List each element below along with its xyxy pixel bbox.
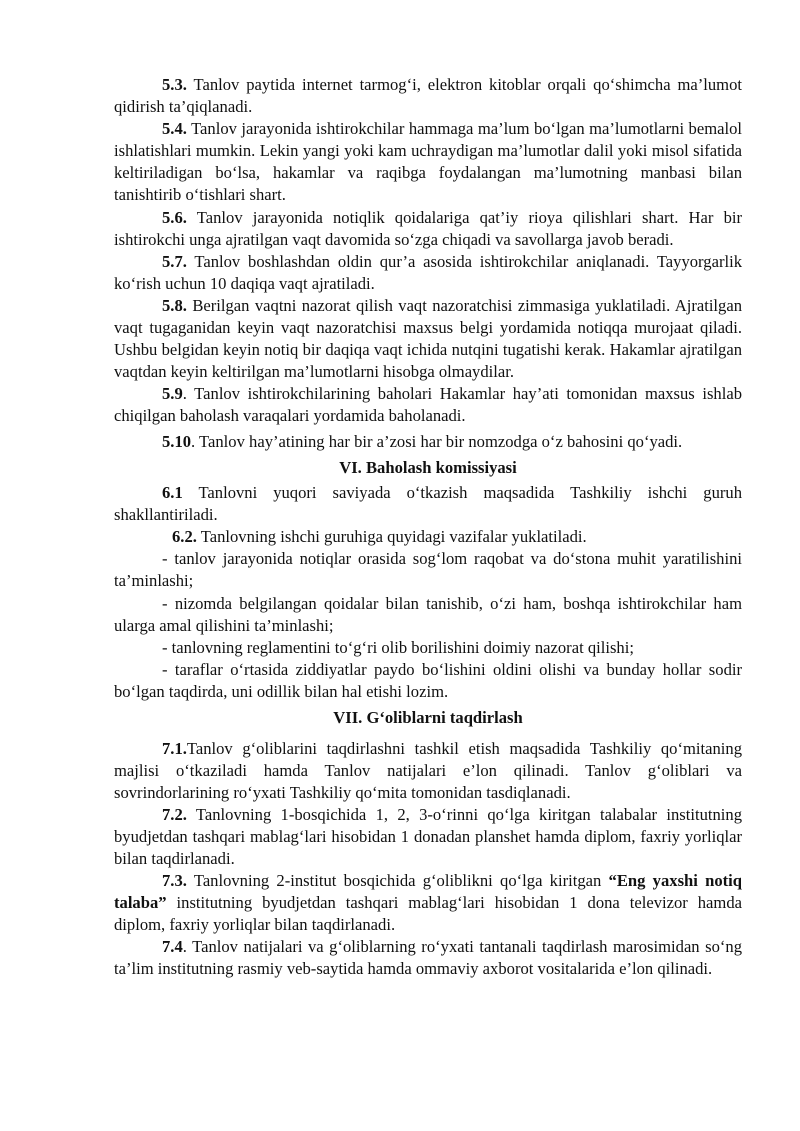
clause-text: Tanlovning 2-institut bosqichida g‘oliblikni qo‘lga kiritgan: [186, 871, 609, 891]
clause-text: Tanlov jarayonida notiqlik qoidalariga qat’iy rioya qilishlari shart. Har bir ishtirokchi unga ajratilgan vaqt davomida so‘zga chiqadi va savollarga javob beradi.: [114, 207, 743, 249]
document-page: [114, 74, 742, 981]
clause-number: 7.3.: [162, 871, 187, 891]
clause-6-1: [114, 482, 742, 526]
clause-number: 7.1.: [162, 738, 187, 758]
clause-text: Tanlov paytida internet tarmog‘i, elektron kitoblar orqali qo‘shimcha ma’lumot qidirish ta’qiqlanadi.: [114, 75, 742, 117]
clause-5-3: [114, 74, 742, 118]
section-heading-6: VI. Baholash komissiyasi: [339, 457, 517, 477]
clause-7-3: [114, 870, 742, 936]
award-title: “Eng yaxshi notiq talaba”: [114, 871, 743, 913]
clause-text: Tanlovning ishchi guruhiga quyidagi vazifalar yuklatiladi.: [196, 527, 587, 547]
clause-text: . Tanlov hay’atining har bir a’zosi har bir nomzodga o‘z bahosini qo‘yadi.: [191, 431, 683, 451]
clause-5-8: [114, 295, 742, 383]
clause-6-2: [114, 526, 742, 548]
clause-number: 5.10: [162, 431, 192, 451]
list-item: - tanlovning reglamentini to‘g‘ri olib borilishini doimiy nazorat qilishi;: [162, 637, 634, 657]
clause-7-4: [114, 936, 742, 980]
clause-7-1: [114, 738, 742, 804]
clause-number: 5.7.: [162, 251, 187, 271]
list-item: - taraflar o‘rtasida ziddiyatlar paydo bo‘lishini oldini olishi va bunday hollar sodir bo‘lgan taqdirda, uni odillik bilan hal etishi lozim.: [114, 659, 742, 701]
clause-number: 5.3.: [162, 75, 187, 94]
clause-5-9: [114, 383, 742, 427]
list-item: - tanlov jarayonida notiqlar orasida sog‘lom raqobat va do‘stona muhit yaratilishini ta’minlashi;: [114, 549, 742, 591]
clause-5-4: [114, 118, 742, 206]
clause-number: 7.4: [162, 937, 183, 957]
clause-7-2: [114, 804, 742, 870]
clause-text: . Tanlov natijalari va g‘oliblarning ro‘yxati tantanali taqdirlash marosimidan so‘ng ta’lim institutning rasmiy veb-saytida hamda ommaviy axborot vositalarida e’lon qilinadi.: [114, 937, 742, 979]
clause-text: . Tanlov ishtirokchilarining baholari Hakamlar hay’ati tomonidan maxsus ishlab chiqilgan baholash varaqalari yordamida baholanadi.: [114, 384, 742, 426]
clause-5-6: [114, 207, 742, 251]
section-heading-7: VII. G‘oliblarni taqdirlash: [333, 708, 523, 728]
clause-text: Tanlov jarayonida ishtirokchilar hammaga ma’lum bo‘lgan ma’lumotlarni bemalol ishlatishlari mumkin. Lekin yangi yoki kam uchraydigan ma’lumotlar dalil yoki misol sifatida keltiriladigan bo‘lsa, hakamlar va raqibga foydalangan ma’lumotning manbasi bilan tanishtirib o‘tishlari shart.: [114, 119, 742, 205]
clause-text: institutning byudjetdan tashqari mablag‘lari hisobidan 1 dona televizor hamda diplom, faxriy yorliqlar bilan taqdirlanadi.: [114, 893, 742, 935]
clause-number: 5.8.: [162, 295, 187, 315]
clause-text: Tanlov g‘oliblarini taqdirlashni tashkil etish maqsadida Tashkiliy qo‘mitaning majlisi o‘tkaziladi hamda Tanlov natijalari e’lon qilinadi. Tanlov g‘oliblari va sovrindorlarining ro‘yxati Tashkiliy qo‘mita tomonidan tasdiqlanadi.: [114, 738, 742, 802]
clause-number: 7.2.: [162, 804, 187, 824]
clause-number: 5.6.: [162, 207, 187, 227]
clause-number: 5.4.: [162, 119, 187, 139]
clause-text: Berilgan vaqtni nazorat qilish vaqt nazoratchisi zimmasiga yuklatiladi. Ajratilgan vaqt tugaganidan keyin vaqt nazoratchisi maxsus belgi yordamida notiqqa murojaat qiladi. Ushbu belgidan keyin notiq bir daqiqa vaqt ichida nutqini tugatishi kerak. Hakamlar ajratilgan vaqtdan keyin keltirilgan ma’lumotlarni hisobga olmaydilar.: [114, 295, 743, 382]
clause-number: 6.2.: [172, 527, 197, 547]
clause-5-10: [114, 431, 742, 453]
clause-5-7: [114, 251, 742, 295]
list-item: - nizomda belgilangan qoidalar bilan tanishib, o‘zi ham, boshqa ishtirokchilar ham ularga amal qilishini ta’minlashi;: [114, 593, 742, 635]
clause-text: Tanlovning 1-bosqichida 1, 2, 3-o‘rinni qo‘lga kiritgan talabalar institutning byudjetdan tashqari mablag‘lari hisobidan 1 donadan planshet hamda diplom, faxriy yorliqlar bilan taqdirlanadi.: [114, 804, 742, 868]
clause-text: Tanlovni yuqori saviyada o‘tkazish maqsadida Tashkiliy ishchi guruh shakllantiriladi.: [114, 483, 742, 525]
clause-number: 5.9: [162, 384, 183, 404]
clause-text: Tanlov boshlashdan oldin qur’a asosida ishtirokchilar aniqlanadi. Tayyorgarlik ko‘rish uchun 10 daqiqa vaqt ajratiladi.: [114, 251, 742, 293]
clause-number: 6.1: [162, 483, 183, 503]
